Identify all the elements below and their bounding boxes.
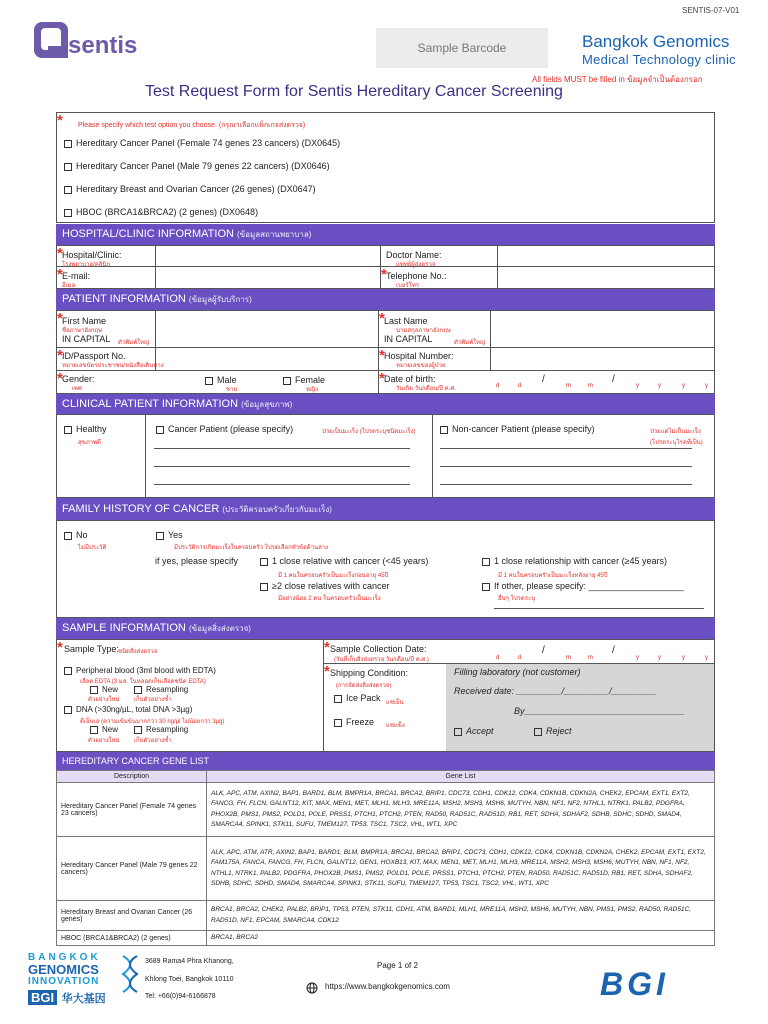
family-yes-option[interactable]: Yes (156, 530, 183, 540)
shipping-label: Shipping Condition: (330, 668, 409, 678)
blood-new[interactable]: New (90, 685, 118, 694)
hospital-number-label: Hospital Number: (384, 351, 454, 361)
collection-date-label: Sample Collection Date: (330, 644, 427, 654)
checkbox[interactable] (64, 186, 72, 194)
dna-resampling[interactable]: Resampling (134, 725, 188, 734)
blood-resampling[interactable]: Resampling (134, 685, 188, 694)
checkbox[interactable] (64, 532, 72, 540)
checkbox[interactable] (260, 583, 268, 591)
checkbox[interactable] (64, 426, 72, 434)
form-code: SENTIS-07-V01 (682, 6, 740, 15)
gender-male[interactable]: Male (205, 375, 237, 385)
cancer-specify-line[interactable] (154, 448, 410, 449)
checkbox[interactable] (134, 686, 142, 694)
dob-label: Date of birth: (384, 374, 436, 384)
sentis-logo-text: sentis (68, 32, 138, 59)
address-line-2: Khlong Toei, Bangkok 10110 (145, 976, 234, 983)
address-line-1: 3689 Rama4 Phra Khanong, (145, 958, 234, 965)
gender-label: Gender: (62, 374, 95, 384)
dna-option[interactable]: DNA (>30ng/µL, total DNA >3µg) (64, 705, 192, 714)
hospital-label: Hospital/Clinic: (62, 250, 122, 260)
checkbox[interactable] (64, 140, 72, 148)
dna-icon (120, 954, 140, 994)
checkbox[interactable] (64, 209, 72, 217)
first-name-field[interactable] (156, 311, 377, 346)
email-label: E-mail: (62, 271, 91, 281)
last-name-label: Last Name (384, 316, 428, 326)
website-link[interactable]: https://www.bangkokgenomics.com (325, 982, 450, 991)
family-no-option[interactable]: No (64, 530, 88, 540)
hospital-section-header: HOSPITAL/CLINIC INFORMATION (ข้อมูลสถานพยาบาล) (56, 224, 715, 245)
non-cancer-specify-line[interactable] (440, 448, 692, 449)
received-date[interactable]: Received date: _________/_________/_________ (454, 686, 657, 696)
checkbox[interactable] (260, 558, 268, 566)
checkbox[interactable] (334, 719, 342, 727)
table-row: Hereditary Breast and Ovarian Cancer (26 genes) BRCA1, BRCA2, CHEK2, PALB2, BRIP1, TP53, PTEN, STK11, CDH1, ATM, BARD1, MLH1, MRE11A, MSH2, MSH6, MUTYH, NBN, PMS1, PMS2, RAD50, RAD51C, RAD51D, NF1, EPCAM, SMARCA4, CDK12 (57, 901, 715, 931)
page-title: Test Request Form for Sentis Hereditary Cancer Screening (145, 83, 563, 100)
sample-type-label: Sample Type: (64, 644, 119, 654)
clinical-section-header: CLINICAL PATIENT INFORMATION (ข้อมูลสุขภาพ) (56, 394, 715, 414)
test-instruction: Please specify which test option you choose. (กรุณาเลือกแพ็กเกจส่งตรวจ) (78, 122, 306, 129)
family-section-header: FAMILY HISTORY OF CANCER (ประวัติครอบครัวเกี่ยวกับมะเร็ง) (56, 498, 715, 520)
family-opt-4[interactable]: If other, please specify: ___________________ (482, 581, 684, 591)
telephone: Tel: +66(0)94-6166878 (145, 993, 216, 1000)
checkbox[interactable] (90, 726, 98, 734)
doctor-label: Doctor Name: (386, 250, 442, 260)
bgi-logo: BGI (600, 966, 669, 1002)
icepack-option[interactable]: Ice Pack (334, 693, 381, 703)
required-note: All fields MUST be filled in ข้อมูลจำเป็นต้องกรอก (532, 75, 703, 84)
table-row: HBOC (BRCA1&BRCA2) (2 genes) BRCA1, BRCA2 (57, 931, 715, 946)
test-option-2[interactable]: Hereditary Cancer Panel (Male 79 genes 22 cancers) (DX0646) (64, 161, 330, 171)
col-gene-list: Gene List (207, 771, 715, 783)
hospital-number-field[interactable] (491, 348, 714, 369)
checkbox[interactable] (64, 706, 72, 714)
reject-option[interactable]: Reject (534, 726, 572, 736)
bangkok-genomics-logo: BANGKOK GENOMICS INNOVATION BGI 华大基因 (28, 952, 138, 1012)
checkbox[interactable] (534, 728, 542, 736)
checkbox[interactable] (482, 558, 490, 566)
test-option-4[interactable]: HBOC (BRCA1&BRCA2) (2 genes) (DX0648) (64, 207, 258, 217)
family-grid (56, 520, 715, 618)
gender-female[interactable]: Female (283, 375, 325, 385)
checkbox[interactable] (156, 426, 164, 434)
healthy-option[interactable]: Healthy (64, 424, 107, 434)
gene-table (56, 770, 715, 946)
required-star: * (57, 112, 63, 129)
received-by[interactable]: By________________________________ (514, 706, 685, 716)
checkbox[interactable] (482, 583, 490, 591)
first-name-label: First Name (62, 316, 107, 326)
family-opt-3[interactable]: 1 close relationship with cancer (≥45 years) (482, 556, 667, 566)
gene-list-header: HEREDITARY CANCER GENE LIST (56, 752, 715, 770)
lab-title: Filling laboratory (not customer) (454, 667, 581, 677)
sentis-logo (32, 18, 144, 64)
dna-new[interactable]: New (90, 725, 118, 734)
checkbox[interactable] (156, 532, 164, 540)
checkbox[interactable] (440, 426, 448, 434)
table-header-row (57, 771, 715, 783)
checkbox[interactable] (64, 163, 72, 171)
id-label: ID/Passport No. (62, 351, 126, 361)
test-option-1[interactable]: Hereditary Cancer Panel (Female 74 genes 23 cancers) (DX0645) (64, 138, 340, 148)
sample-barcode-label: Sample Barcode (417, 41, 507, 55)
family-opt-2[interactable]: ≥2 close relatives with cancer (260, 581, 390, 591)
sample-barcode-box[interactable] (376, 28, 548, 68)
checkbox[interactable] (64, 667, 72, 675)
hospital-field[interactable] (156, 246, 379, 265)
checkbox[interactable] (205, 377, 213, 385)
checkbox[interactable] (134, 726, 142, 734)
last-name-field[interactable] (491, 311, 714, 346)
family-opt-1[interactable]: 1 close relative with cancer (<45 years) (260, 556, 428, 566)
non-cancer-option[interactable]: Non-cancer Patient (please specify) (440, 424, 595, 434)
globe-icon (306, 981, 318, 999)
page-number: Page 1 of 2 (377, 961, 418, 970)
email-field[interactable] (156, 267, 379, 288)
checkbox[interactable] (90, 686, 98, 694)
accept-option[interactable]: Accept (454, 726, 494, 736)
table-row: Hereditary Cancer Panel (Female 74 genes 23 cancers) ALK, APC, ATM, AXIN2, BAP1, BARD1, BLM, BMPR1A, BRCA1, BRCA2, BRIP1, CDC73, CDH1, CDK12, CDK4, CDKN1B, CDKN2A, CHEK2, EPCAM, EXT1, EXT2, FANCG, FH, FLCN, GALNT12, KIT, MAX, MEN1, MET, MLH1, MLH3, MRE11A, MSH2, MSH3, MSH6, MUTYH, NBN, NF1, NF2, NTHL1, NTRK1, PALB2, PDGFRA, PHOX2B, PMS1, PMS2, POLD1, POLE, PRSS1, PTCH1, PTCH2, PTEN, RAD50, RAD51C, RAD51D, RB1, RET, SDHA, SDHAF2, SDHB, SDHC, SDHD, SMAD4, SMARCA4, SPINK1, STK11, SUFU, TMEM127, TP53, TSC1, TSC2, VHL, WT1, XPC (57, 783, 715, 837)
patient-section-header: PATIENT INFORMATION (ข้อมูลผู้รับบริการ) (56, 289, 715, 310)
doctor-field[interactable] (498, 246, 714, 265)
checkbox[interactable] (334, 695, 342, 703)
company-name: Bangkok Genomics (582, 32, 730, 51)
sample-section-header: SAMPLE INFORMATION (ข้อมูลสิ่งส่งตรวจ) (56, 618, 715, 639)
blood-option[interactable]: Peripheral blood (3ml blood with EDTA) (64, 666, 216, 675)
col-description: Description (57, 771, 207, 783)
company-sub: Medical Technology clinic (582, 52, 736, 67)
phone-field[interactable] (498, 267, 714, 288)
checkbox[interactable] (283, 377, 291, 385)
if-yes-label: if yes, please specify (155, 556, 239, 566)
id-field[interactable] (156, 348, 377, 369)
freeze-option[interactable]: Freeze (334, 717, 374, 727)
cancer-patient-option[interactable]: Cancer Patient (please specify) (156, 424, 293, 434)
phone-label: Telephone No.: (386, 271, 447, 281)
test-option-3[interactable]: Hereditary Breast and Ovarian Cancer (26 genes) (DX0647) (64, 184, 316, 194)
table-row: Hereditary Cancer Panel (Male 79 genes 22 cancers) ALK, APC, ATM, ATR, AXIN2, BAP1, BARD1, BLM, BMPR1A, BRCA1, BRCA2, BRIP1, CDC73, CDH1, CDK12, CDK4, CDKN1B, CDKN2A, CHEK2, EPCAM, EXT1, EXT2, FAM175A, FANCA, FANCG, FH, FLCN, GALNT12, GEN1, HOXB13, KIT, MAX, MEN1, MET, MLH1, MLH3, MRE11A, MSH2, MSH3, MSH6, MUTYH, NBN, NF1, NF2, NTHL1, NTRK1, PALB2, PDGFRA, PHOX2B, PMS1, PMS2, POLD1, POLE, PRSS1, PTCH1, PTCH2, PTEN, RAD50, RAD51C, RAD51D, RB1, RET, SDHA, SDHAF2, SDHB, SDHC, SDHD, SMAD4, SMARCA4, SPINK1, STK11, SUFU, TMEM127, TP53, TSC1, TSC2, VHL, WT1, XPC (57, 837, 715, 901)
checkbox[interactable] (454, 728, 462, 736)
